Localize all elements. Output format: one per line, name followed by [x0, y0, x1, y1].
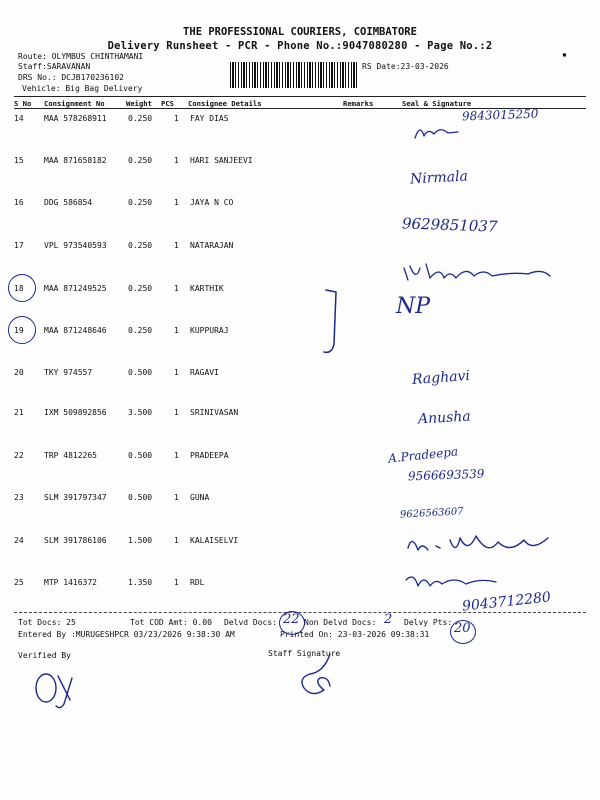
row-consignment: IXM 509892856	[44, 408, 107, 417]
row-pcs: 1	[174, 326, 179, 335]
col-pcs: PCS	[161, 99, 174, 108]
row-sno: 25	[14, 578, 24, 587]
staff-signature: Staff Signature	[268, 649, 341, 658]
row-pcs: 1	[174, 241, 179, 250]
row-consignee: HARI SANJEEVI	[190, 156, 253, 165]
header-rule-top	[14, 96, 586, 97]
handwritten-a-pradeepa: A.Pradeepa	[387, 444, 459, 466]
drs-number: DRS No.: DCJB170236102	[18, 73, 124, 82]
row-sno: 17	[14, 241, 24, 250]
rs-date: RS Date:23-03-2026	[362, 62, 449, 71]
row-sno: 21	[14, 408, 24, 417]
row-weight: 0.250	[128, 114, 153, 123]
row-consignee: KUPPURAJ	[190, 326, 229, 335]
delvd-docs: Delvd Docs:	[224, 618, 277, 627]
row-consignee: KARTHIK	[190, 284, 224, 293]
col-remarks: Remarks	[343, 99, 374, 108]
handwritten-phone-2: 9629851037	[401, 214, 498, 236]
row-consignment: MAA 578268911	[44, 114, 107, 123]
barcode	[230, 62, 358, 88]
row-consignment: TKY 974557	[44, 368, 93, 377]
col-signature: Seal & Signature	[402, 99, 472, 108]
delivery-bracket-mark	[318, 286, 348, 358]
row-consignment: MAA 871249525	[44, 284, 107, 293]
row-sno: 23	[14, 493, 24, 502]
row-pcs: 1	[174, 536, 179, 545]
row-weight: 0.250	[128, 156, 153, 165]
delvy-pts: Delvy Pts:	[404, 618, 453, 627]
row-weight: 0.250	[128, 284, 153, 293]
row-consignee: RAGAVI	[190, 368, 219, 377]
row-consignment: MAA 871658182	[44, 156, 107, 165]
row-sno: 18	[14, 284, 24, 293]
row-consignee: JAYA N CO	[190, 198, 234, 207]
staff-label: Staff:SARAVANAN	[18, 62, 91, 71]
row-consignment: MAA 871248646	[44, 326, 107, 335]
verified-by: Verified By	[18, 651, 71, 660]
row-weight: 0.500	[128, 493, 153, 502]
row-weight: 0.250	[128, 326, 153, 335]
col-weight: Weight	[126, 99, 152, 108]
handwritten-phone-3: 9566693539	[407, 466, 485, 484]
signature-scribble-17	[400, 258, 570, 288]
row-consignee: GUNA	[190, 493, 210, 502]
handwritten-nirmala: Nirmala	[409, 168, 469, 188]
row-pcs: 1	[174, 493, 179, 502]
row-weight: 1.350	[128, 578, 153, 587]
row-consignment: VPL 973540593	[44, 241, 107, 250]
row-weight: 1.500	[128, 536, 153, 545]
signature-scribble-25	[400, 568, 530, 598]
row-consignment: DDG 586854	[44, 198, 93, 207]
signature-scribble-14	[410, 118, 470, 148]
row-consignment: TRP 4812265	[44, 451, 97, 460]
handwritten-phone-5: 9043712280	[461, 589, 552, 615]
handwritten-raghavi: Raghavi	[411, 367, 471, 389]
row-pcs: 1	[174, 198, 179, 207]
runsheet-title: Delivery Runsheet - PCR - Phone No.:9047080280 - Page No.:2	[107, 40, 493, 52]
col-sno: S No	[14, 99, 32, 108]
handwritten-nondelvd-count: 2	[384, 612, 393, 627]
row-sno: 14	[14, 114, 24, 123]
row-sno: 24	[14, 536, 24, 545]
row-pcs: 1	[174, 368, 179, 377]
handwritten-anusha: Anusha	[417, 408, 472, 428]
row-sno: 16	[14, 198, 24, 207]
company-title: THE PROFESSIONAL COURIERS, COIMBATORE	[183, 26, 417, 38]
circle-mark-18	[8, 274, 36, 302]
row-pcs: 1	[174, 578, 179, 587]
handwritten-delvd-count: 22	[283, 612, 300, 627]
row-weight: 0.250	[128, 241, 153, 250]
row-consignment: MTP 1416372	[44, 578, 97, 587]
vehicle-label: Vehicle: Big Bag Delivery	[22, 84, 143, 93]
staff-signature-scribble	[290, 652, 360, 702]
row-sno: 20	[14, 368, 24, 377]
row-weight: 0.500	[128, 368, 153, 377]
signature-scribble-24	[398, 526, 568, 566]
row-consignee: NATARAJAN	[190, 241, 234, 250]
row-pcs: 1	[174, 284, 179, 293]
verifier-signature	[30, 666, 90, 710]
row-consignee: RDL	[190, 578, 205, 587]
row-pcs: 1	[174, 408, 179, 417]
circle-mark-19	[8, 316, 36, 344]
entered-by: Entered By :MURUGESHPCR 03/23/2026 9:38:30 AM	[18, 630, 235, 639]
row-consignee: KALAISELVI	[190, 536, 239, 545]
printed-on: Printed On: 23-03-2026 09:38:31	[280, 630, 430, 639]
handwritten-phone-4: 9626563607	[399, 506, 464, 521]
handwritten-np: NP	[396, 294, 431, 319]
handwritten-phone-1: 9843015250	[461, 106, 539, 124]
row-weight: 3.500	[128, 408, 153, 417]
row-consignee: PRADEEPA	[190, 451, 229, 460]
row-pcs: 1	[174, 451, 179, 460]
mark-dot: ▪	[562, 50, 567, 59]
row-pcs: 1	[174, 156, 179, 165]
row-consignment: SLM 391786106	[44, 536, 107, 545]
handwritten-delvy-pts: 20	[454, 621, 471, 636]
col-consignee: Consignee Details	[188, 99, 262, 108]
row-weight: 0.250	[128, 198, 153, 207]
row-sno: 22	[14, 451, 24, 460]
route-label: Route: OLYMBUS CHINTHAMANI	[18, 52, 144, 61]
row-sno: 15	[14, 156, 24, 165]
row-pcs: 1	[174, 114, 179, 123]
row-consignment: SLM 391797347	[44, 493, 107, 502]
tot-cod-amt: Tot COD Amt: 0.00	[130, 618, 212, 627]
row-sno: 19	[14, 326, 24, 335]
tot-docs: Tot Docs: 25	[18, 618, 76, 627]
row-weight: 0.500	[128, 451, 153, 460]
col-consignment: Consignment No	[44, 99, 105, 108]
row-consignee: SRINIVASAN	[190, 408, 239, 417]
row-consignee: FAY DIAS	[190, 114, 229, 123]
non-delvd-docs: Non Delvd Docs:	[304, 618, 377, 627]
